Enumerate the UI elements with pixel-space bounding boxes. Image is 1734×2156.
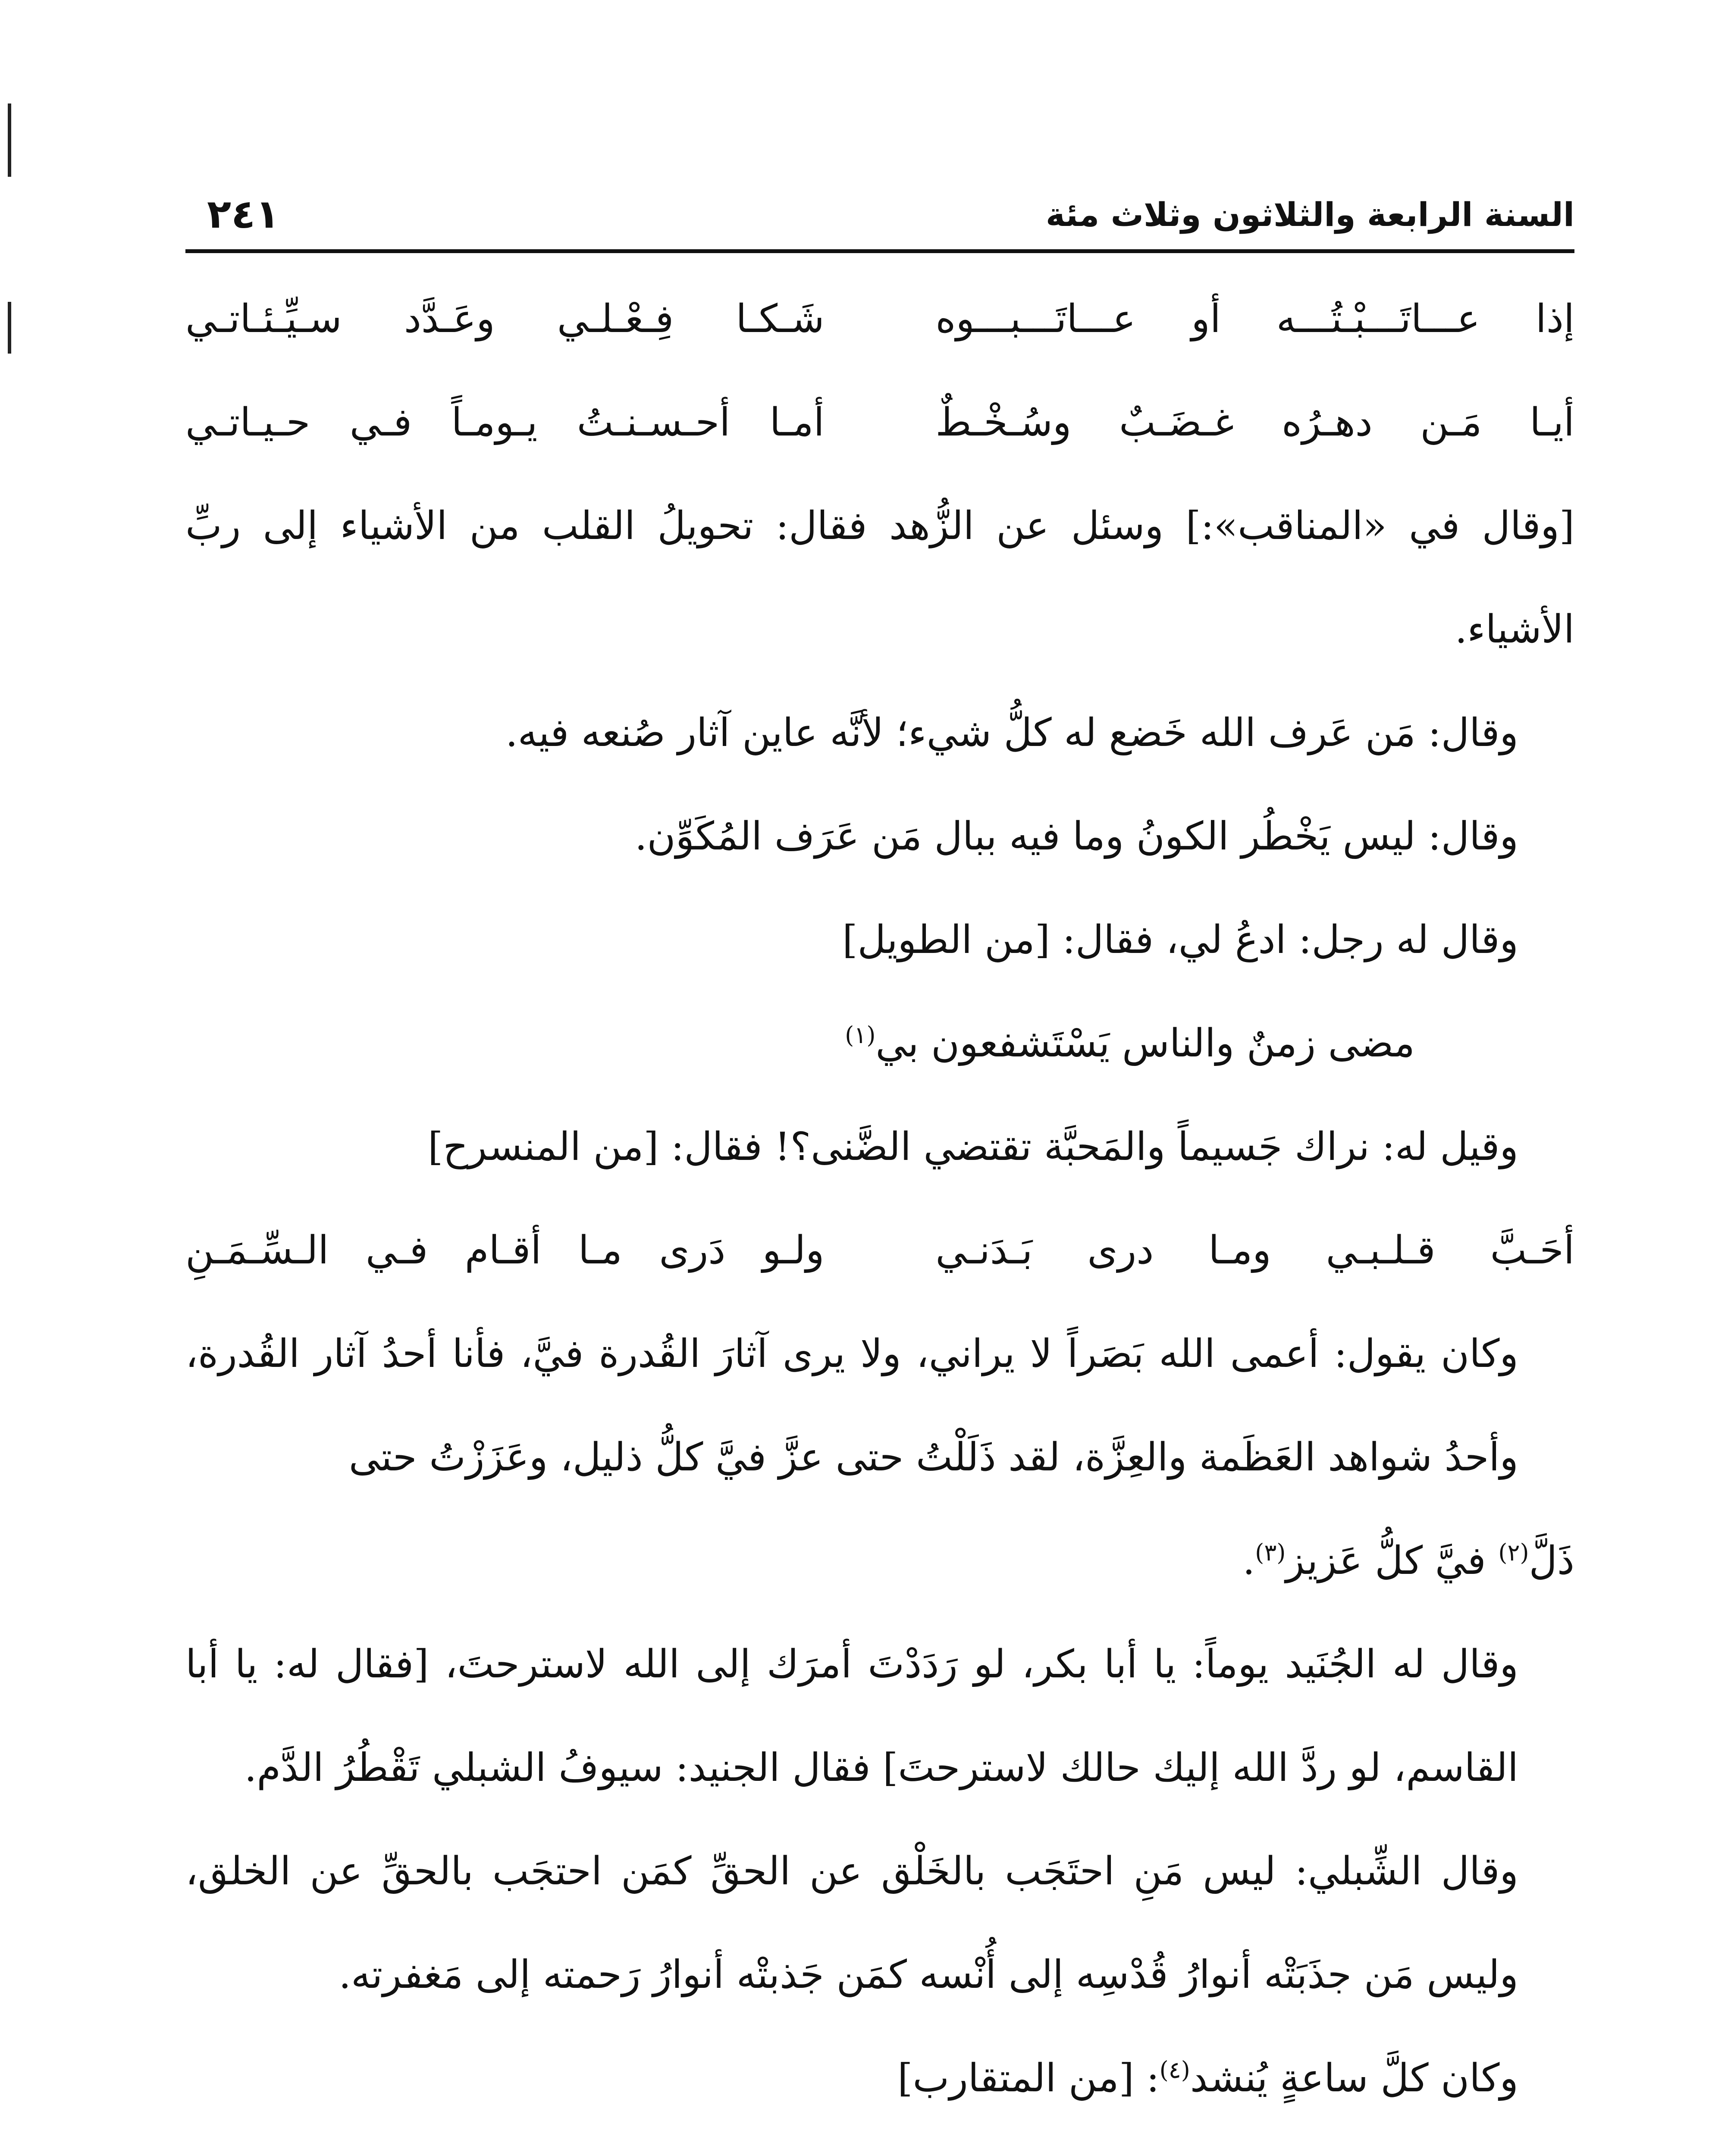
text-fragment: فيَّ كلُّ عَزيز: [1286, 1538, 1486, 1583]
paragraph-end: [185, 1509, 1574, 1613]
paragraph: وقال له الجُنَيد يوماً: يا أبا بكر، لو رَدَدْتَ أمرَك إلى الله لاسترحتَ، [فقال له: يا أبا القاسم، لو ردَّ الله إليك حالك لاسترحتَ] فقال الجنيد: سيوفُ الشبلي تَقْطُرُ الدَّم.: [185, 1642, 1518, 1790]
verse-first-hemistich: [935, 2130, 1574, 2156]
paragraph: [185, 2027, 1574, 2130]
paragraph: وقيل له: نراك جَسيماً والمَحبَّة تقتضي الضَّنى؟! فقال: [من المنسرح]: [428, 1124, 1518, 1169]
verse-second-hemistich: [185, 2130, 825, 2156]
verse-couplet: [185, 267, 1574, 371]
verse-couplet: [185, 1199, 1574, 1302]
verse-first-hemistich: إذا عـــاتَـــبْـتُـــه أو عـــاتَـــبـــوه: [935, 296, 1574, 342]
text-fragment: ذَلَّ: [1529, 1538, 1574, 1583]
page-number: ٢٤١: [207, 191, 280, 237]
footnote-ref: (١): [845, 1022, 876, 1049]
paragraph: وقال الشِّبلي: ليس مَنِ احتَجَب بالخَلْق عن الحقِّ كمَن احتجَب بالحقِّ عن الخلق، وليس مَن جذَبَتْه أنوارُ قُدْسِه إلى أُنْسه كمَن جَذبتْه أنوارُ رَحمته إلى مَغفرته.: [185, 1849, 1518, 1997]
verse-second-hemistich: أمـا أحـسـنـتُ يـومـاً فـي حـيـاتـي: [185, 400, 825, 445]
verse-text: مضى زمنٌ والناس يَسْتَشفعون بي: [875, 1021, 1415, 1066]
text-fragment: .: [1242, 1538, 1255, 1583]
paragraph: وقال: مَن عَرف الله خَضع له كلُّ شيء؛ لأنَّه عاين آثار صُنعه فيه.: [505, 710, 1518, 755]
scan-edge-mark: [8, 302, 11, 354]
verse-second-hemistich: شَـكـا فِـعْـلـي وعَـدَّد سـيِّـئـاتـي: [185, 296, 825, 342]
verse-couplet: [185, 371, 1574, 474]
page-header: [185, 181, 1574, 246]
page-body: [185, 267, 1574, 2156]
header-rule: [185, 249, 1574, 253]
scan-edge-mark: [8, 103, 11, 177]
footnote-ref: (٤): [1159, 2056, 1190, 2084]
paragraph: وقال له رجل: ادعُ لي، فقال: [من الطويل]: [842, 917, 1518, 962]
verse-first-hemistich: أيـا مَـن دهـرُه غـضَـبٌ وسُـخْـطٌ: [935, 400, 1574, 445]
footnote-ref: (٢): [1498, 1539, 1529, 1566]
verse-couplet: [185, 2130, 1574, 2156]
text-fragment: وكان كلَّ ساعةٍ يُنشد: [1190, 2056, 1518, 2101]
running-title: السنة الرابعة والثلاثون وثلاث مئة: [1046, 195, 1574, 234]
paragraph: وقال: ليس يَخْطُر الكونُ وما فيه ببال مَن عَرَف المُكَوِّن.: [634, 814, 1518, 859]
footnote-ref: (٣): [1255, 1539, 1286, 1566]
paragraph: [وقال في «المناقب»:] وسئل عن الزُّهد فقال: تحويلُ القلب من الأشياء إلى ربِّ الأشياء.: [185, 503, 1574, 652]
verse-second-hemistich: ولـو دَرى مـا أقـام فـي الـسِّـمَـنِ: [185, 1228, 825, 1273]
verse-single-hemistich: [185, 992, 1574, 1095]
meter-label: : [من المتقارب]: [897, 2056, 1160, 2101]
paragraph: وكان يقول: أعمى الله بَصَراً لا يراني، ولا يرى آثارَ القُدرة فيَّ، فأنا أحدُ آثار القُدرة، وأحدُ شواهد العَظَمة والعِزَّة، لقد ذَلَلْتُ حتى عزَّ فيَّ كلُّ ذليل، وعَزَزْتُ حتى: [185, 1331, 1518, 1480]
verse-first-hemistich: أحَـبَّ قـلـبـي ومـا درى بَـدَنـي: [935, 1228, 1574, 1273]
